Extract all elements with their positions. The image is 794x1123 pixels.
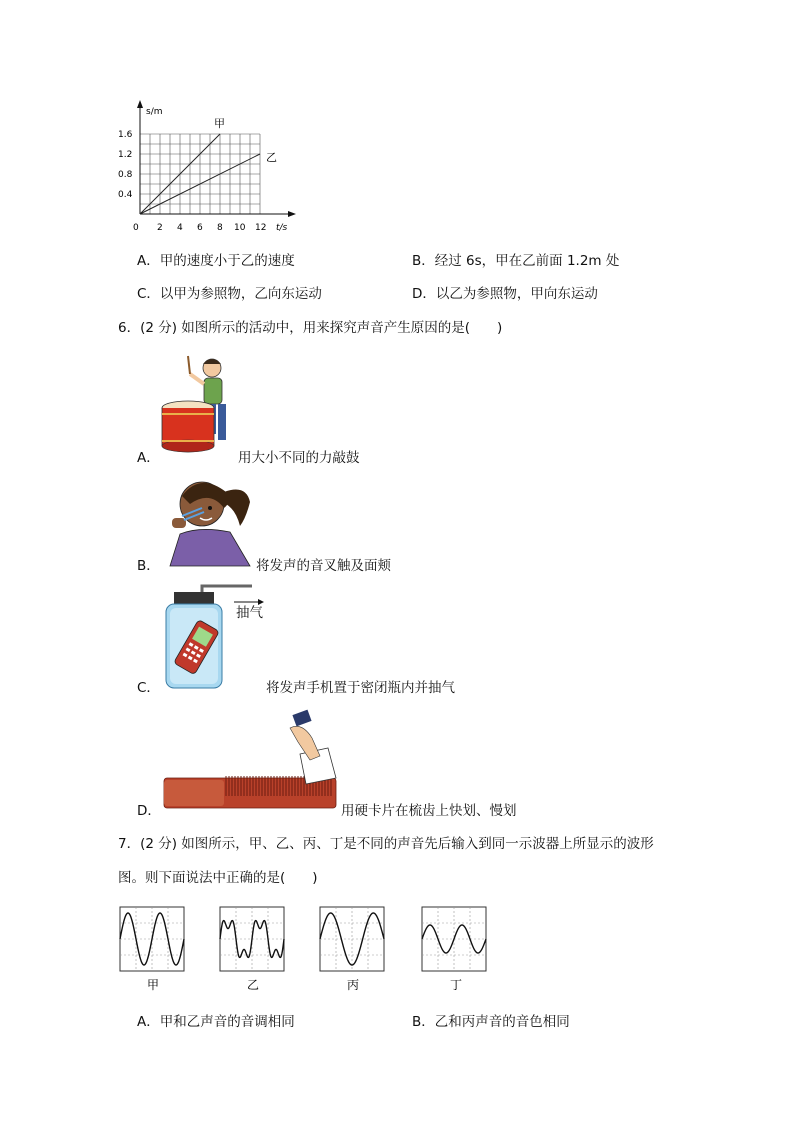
y-tick: 0.4 bbox=[118, 190, 133, 200]
q6-option-b-letter: B． bbox=[137, 558, 160, 574]
x-tick: 8 bbox=[217, 223, 223, 233]
q6-option-d-letter: D． bbox=[137, 803, 161, 819]
q5-option-a: A．甲的速度小于乙的速度 bbox=[137, 253, 295, 269]
phone-in-bottle-illustration bbox=[162, 584, 274, 690]
y-axis-label: s/m bbox=[146, 107, 163, 117]
q5-option-c: C．以甲为参照物，乙向东运动 bbox=[137, 286, 322, 302]
x-tick: 2 bbox=[157, 223, 163, 233]
q6-option-d-caption: 用硬卡片在梳齿上快划、慢划 bbox=[341, 803, 517, 819]
q6-option-b-caption: 将发声的音叉触及面颊 bbox=[256, 558, 391, 574]
q7-option-b: B．乙和丙声音的音色相同 bbox=[412, 1014, 570, 1030]
q6-stem: 6．(2 分) 如图所示的活动中，用来探究声音产生原因的是( ) bbox=[118, 320, 503, 336]
q6-option-c-arrow-label: 抽气 bbox=[236, 605, 263, 621]
x-axis-label: t/s bbox=[276, 223, 288, 233]
q6-option-a-caption: 用大小不同的力敲鼓 bbox=[238, 450, 360, 466]
x-tick: 6 bbox=[197, 223, 203, 233]
x-tick: 0 bbox=[133, 223, 139, 233]
line-jia-label: 甲 bbox=[214, 117, 225, 130]
x-axis-arrow bbox=[288, 211, 296, 217]
q7-stem-line1: 7．(2 分) 如图所示，甲、乙、丙、丁是不同的声音先后输入到同一示波器上所显示的波形 bbox=[118, 836, 654, 852]
oscilloscope-waveforms bbox=[118, 905, 498, 997]
wave-label-jia: 甲 bbox=[147, 978, 160, 992]
y-axis-arrow bbox=[137, 100, 143, 108]
x-tick: 10 bbox=[234, 223, 246, 233]
comb-card-illustration bbox=[160, 708, 340, 812]
y-tick: 0.8 bbox=[118, 170, 133, 180]
wave-label-bing: 丙 bbox=[347, 978, 360, 992]
y-tick: 1.2 bbox=[118, 150, 133, 160]
q6-option-a-letter: A． bbox=[137, 450, 160, 466]
q7-option-a: A．甲和乙声音的音调相同 bbox=[137, 1014, 295, 1030]
q5-option-d: D．以乙为参照物，甲向东运动 bbox=[412, 286, 598, 302]
q6-option-c-caption: 将发声手机置于密闭瓶内并抽气 bbox=[266, 680, 455, 696]
distance-time-graph bbox=[110, 100, 310, 235]
q6-option-c-letter: C． bbox=[137, 680, 160, 696]
wave-label-yi: 乙 bbox=[247, 978, 260, 992]
y-tick: 1.6 bbox=[118, 130, 133, 140]
tuning-fork-illustration bbox=[160, 474, 255, 566]
line-yi-label: 乙 bbox=[266, 151, 277, 164]
q7-stem-line2: 图。则下面说法中正确的是( ) bbox=[118, 870, 318, 886]
drum-illustration bbox=[160, 352, 240, 458]
wave-label-ding: 丁 bbox=[450, 978, 463, 992]
x-tick: 12 bbox=[255, 223, 267, 233]
x-tick: 4 bbox=[177, 223, 183, 233]
q5-option-b: B．经过 6s，甲在乙前面 1.2m 处 bbox=[412, 253, 620, 269]
